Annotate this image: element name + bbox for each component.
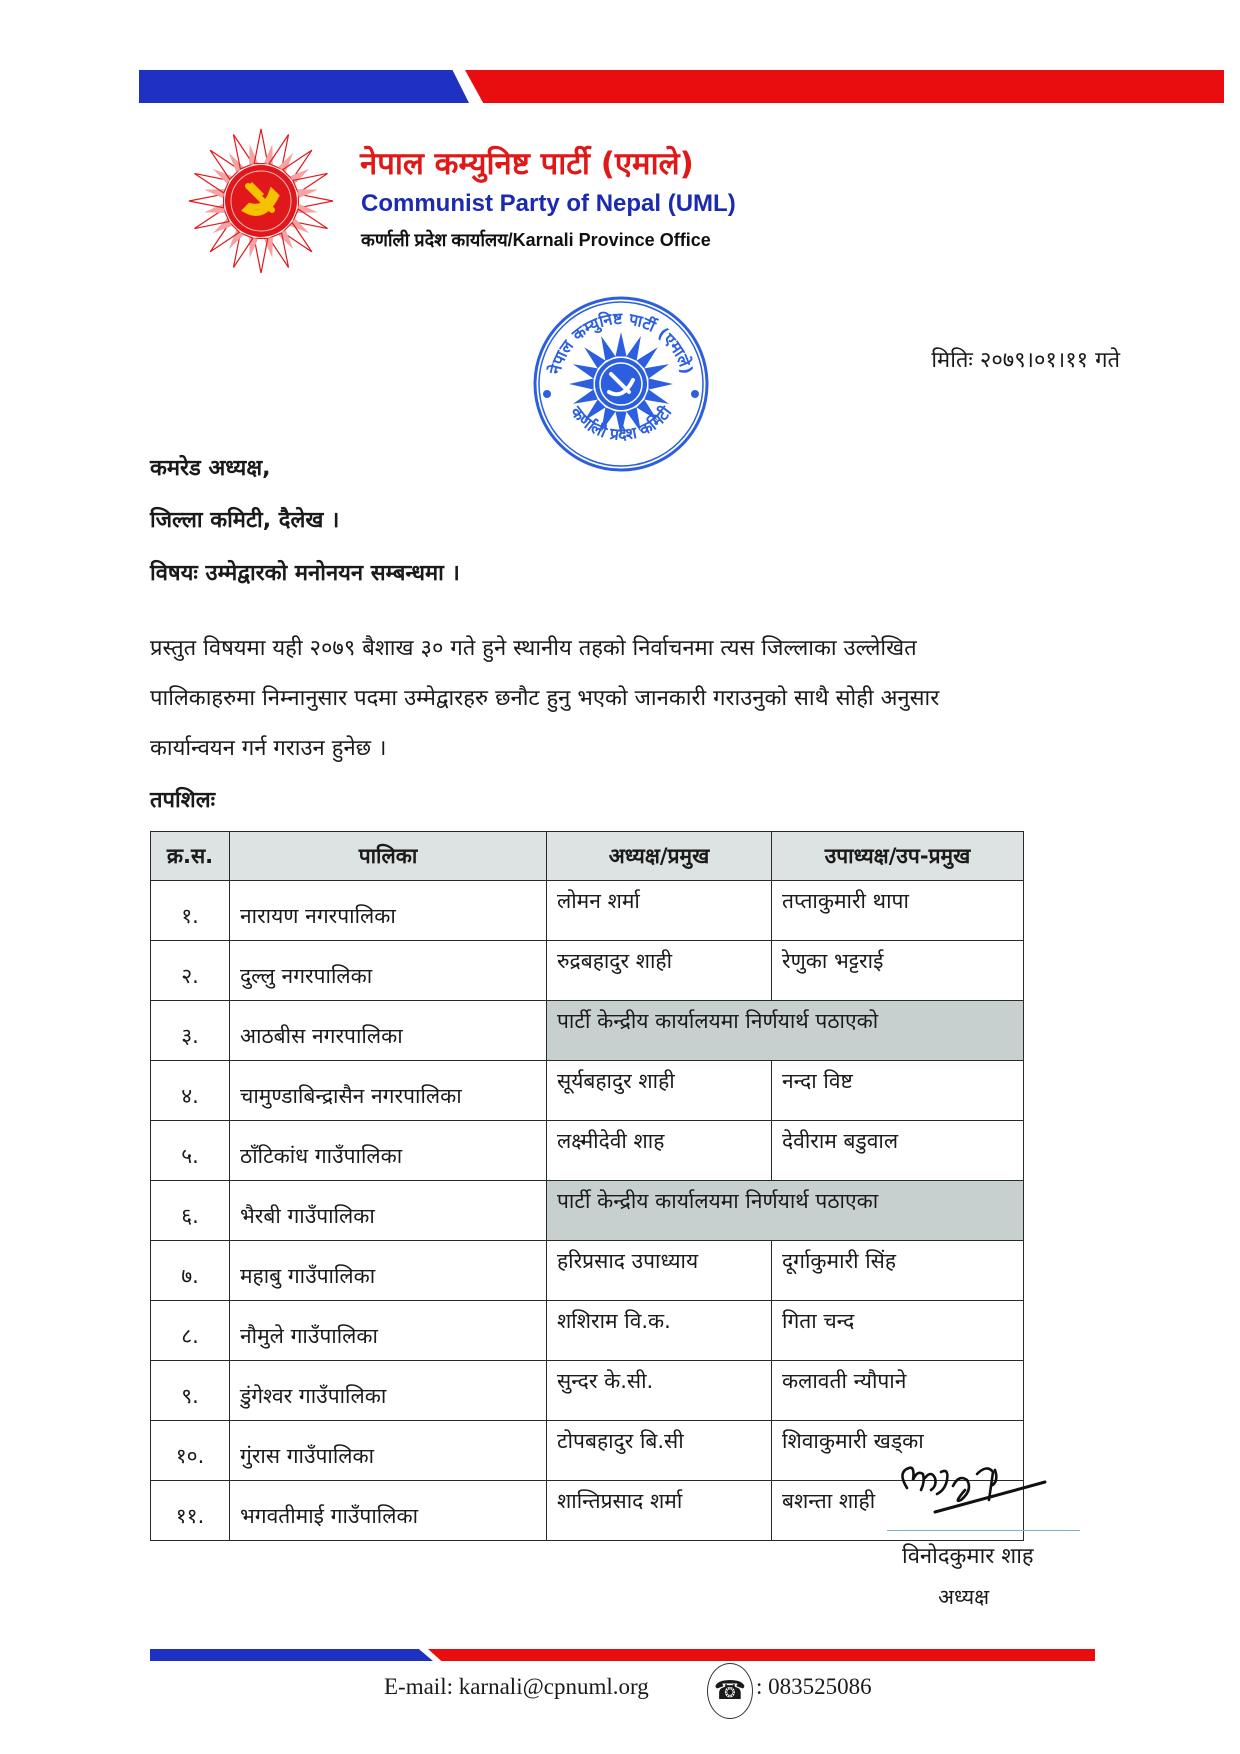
row-serial: १. [151,881,230,941]
row-serial: ९. [151,1361,230,1421]
subject-line: विषयः उम्मेद्वारको मनोनयन सम्बन्धमा । [150,561,460,586]
row-chair: शान्तिप्रसाद शर्मा [547,1481,772,1541]
row-vice: गिता चन्द [772,1301,1024,1361]
table-row [151,1421,1024,1481]
footer-phone: : 083525086 [756,1674,872,1699]
row-note: पार्टी केन्द्रीय कार्यालयमा निर्णयार्थ पठाएका [547,1181,1024,1241]
header-bar-blue [139,70,469,103]
row-palika: आठबीस नगरपालिका [230,1001,547,1061]
row-vice: बशन्ता शाही [772,1481,1024,1541]
table-row [151,1361,1024,1421]
row-vice: शिवाकुमारी खड्का [772,1421,1024,1481]
row-vice: देवीराम बडुवाल [772,1121,1024,1181]
row-serial: ४. [151,1061,230,1121]
row-chair: रुद्रबहादुर शाही [547,941,772,1001]
row-serial: १०. [151,1421,230,1481]
row-serial: ६. [151,1181,230,1241]
signature-line [887,1530,1080,1531]
row-serial: ११. [151,1481,230,1541]
row-chair: लोमन शर्मा [547,881,772,941]
table-row [151,941,1024,1001]
row-vice: दूर्गाकुमारी सिंह [772,1241,1024,1301]
details-label: तपशिलः [150,788,216,813]
row-palika: दुल्लु नगरपालिका [230,941,547,1001]
party-title-english: Communist Party of Nepal (UML) [361,190,736,217]
letter-date: मितिः २०७९।०१।११ गते [931,348,1120,373]
row-vice: रेणुका भट्टराई [772,941,1024,1001]
office-name: कर्णाली प्रदेश कार्यालय/Karnali Province Office [361,230,711,250]
row-chair: टोपबहादुर बि.सी [547,1421,772,1481]
table-row [151,1001,1024,1061]
row-serial: ७. [151,1241,230,1301]
table-header-row [151,832,1024,881]
header-bar-red [465,70,1224,103]
footer-email: E-mail: karnali@cpnuml.org [384,1674,649,1699]
telephone-icon: ☎ [707,1663,753,1719]
table-row [151,1181,1024,1241]
row-palika: गुंरास गाउँपालिका [230,1421,547,1481]
footer-bar-red [428,1649,1095,1661]
row-palika: ठाँटिकांध गाउँपालिका [230,1121,547,1181]
header-palika: पालिका [230,832,547,881]
addressee-line-1: कमरेड अध्यक्ष, [150,456,271,481]
table-row [151,1121,1024,1181]
row-chair: लक्ष्मीदेवी शाह [547,1121,772,1181]
header-serial: क्र.स. [151,832,230,881]
stamp-text-bottom: कर्णाली प्रदेश कमिटी [566,402,676,444]
row-palika: नारायण नगरपालिका [230,881,547,941]
handwritten-signature [895,1460,1065,1525]
row-chair: हरिप्रसाद उपाध्याय [547,1241,772,1301]
body-line-3: कार्यान्वयन गर्न गराउन हुनेछ । [150,736,387,761]
row-serial: ३. [151,1001,230,1061]
row-palika: डुंगेश्वर गाउँपालिका [230,1361,547,1421]
stamp-text-top: नेपाल कम्युनिष्ट पार्टी (एमाले) [545,308,697,377]
table-row [151,1301,1024,1361]
row-serial: २. [151,941,230,1001]
body-line-2: पालिकाहरुमा निम्नानुसार पदमा उम्मेद्वारहरु छनौट हुनु भएको जानकारी गराउनुको साथै सोही अनुसार [150,686,940,711]
row-palika: नौमुले गाउँपालिका [230,1301,547,1361]
official-stamp [531,294,711,474]
signatory-name: विनोदकुमार शाह [902,1544,1034,1569]
candidates-table [150,831,1024,1541]
table-row [151,1241,1024,1301]
table-row [151,1061,1024,1121]
row-chair: सुन्दर के.सी. [547,1361,772,1421]
header-vice: उपाध्यक्ष/उप-प्रमुख [772,832,1024,881]
row-vice: नन्दा विष्ट [772,1061,1024,1121]
row-chair: सूर्यबहादुर शाही [547,1061,772,1121]
party-title-nepali: नेपाल कम्युनिष्ट पार्टी (एमाले) [360,146,694,182]
row-vice: कलावती न्यौपाने [772,1361,1024,1421]
row-vice: तप्ताकुमारी थापा [772,881,1024,941]
row-palika: चामुण्डाबिन्द्रासैन नगरपालिका [230,1061,547,1121]
row-palika: भगवतीमाई गाउँपालिका [230,1481,547,1541]
row-serial: ५. [151,1121,230,1181]
row-note: पार्टी केन्द्रीय कार्यालयमा निर्णयार्थ पठाएको [547,1001,1024,1061]
table-row [151,1481,1024,1541]
table-row [151,881,1024,941]
row-serial: ८. [151,1301,230,1361]
party-logo-sun-icon [186,126,336,276]
footer-bar-blue [150,1649,433,1661]
signatory-role: अध्यक्ष [938,1585,990,1609]
header-chair: अध्यक्ष/प्रमुख [547,832,772,881]
addressee-line-2: जिल्ला कमिटी, दैलेख । [150,508,340,533]
row-palika: महाबु गाउँपालिका [230,1241,547,1301]
row-chair: शशिराम वि.क. [547,1301,772,1361]
row-palika: भैरबी गाउँपालिका [230,1181,547,1241]
body-line-1: प्रस्तुत विषयमा यही २०७९ बैशाख ३० गते हुने स्थानीय तहको निर्वाचनमा त्यस जिल्लाका उल्लेखित [150,636,917,661]
